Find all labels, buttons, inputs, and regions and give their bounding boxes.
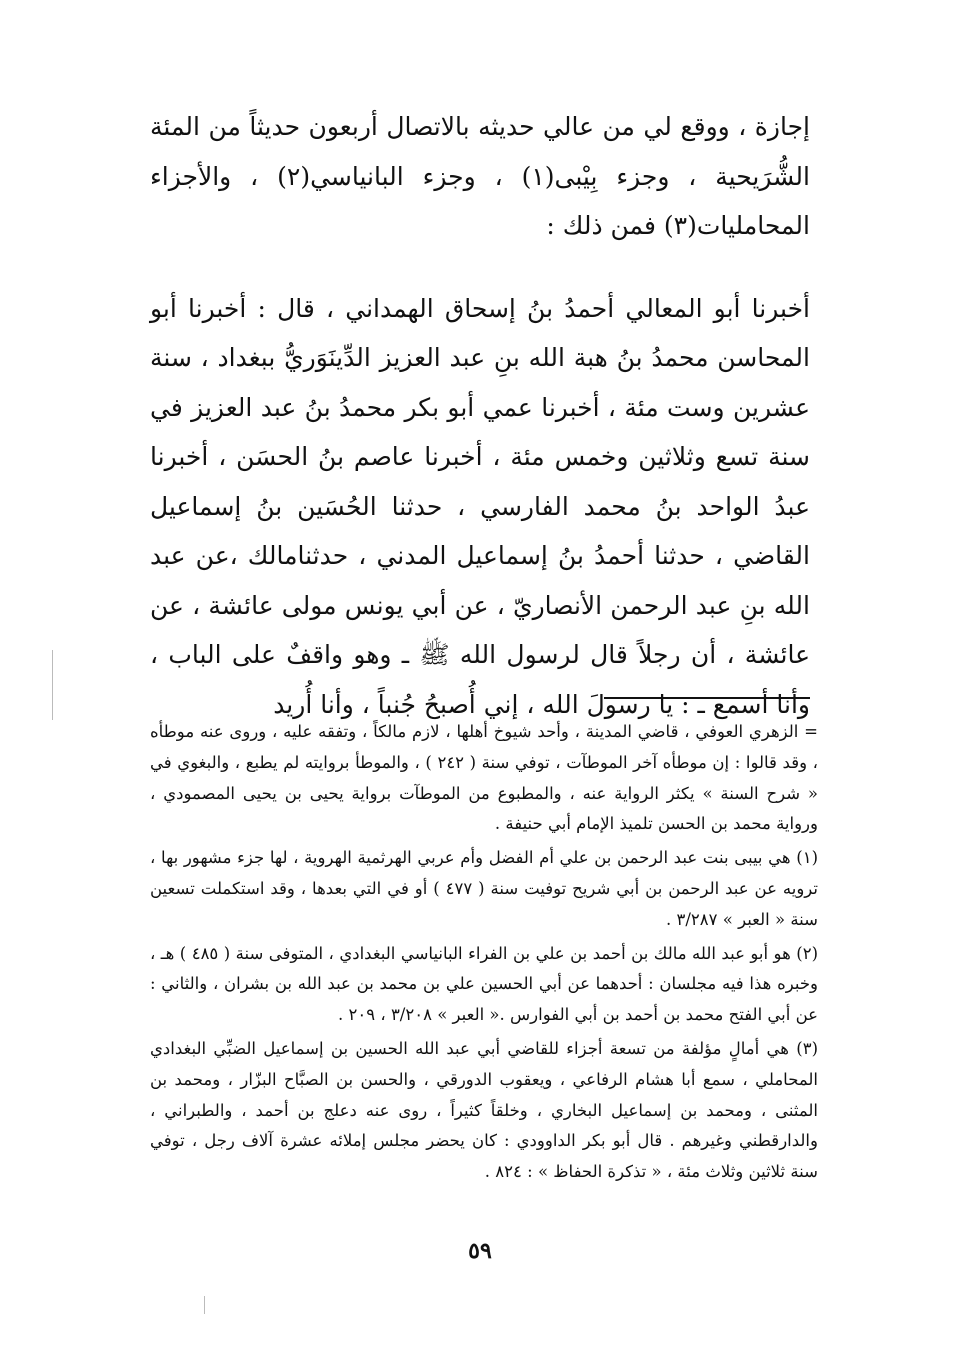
intro-paragraph: إجازة ، ووقع لي من عالي حديثه بالاتصال أربعون حديثاً من المئة الشُّرَيحية ، وجزء بِيْبى(١) ، وجزء البانياسي(٢) ، والأجزاء المحامليات(٣) فمن ذلك :	[150, 112, 810, 240]
footnote-continued: = الزهري العوفي ، قاضي المدينة ، وأحد شيوخ أهلها ، لازم مالكاً ، وتفقه عليه ، وروى عنه موطأه ، وقد قالوا : إن موطأه آخر الموطآت ، توفي سنة ( ٢٤٢ ) ، والموطأ بروايته لم يطبع ، والبغوي في « شرح السنة » يكثر الرواية عنه ، والمطبوع من الموطآت برواية يحيى بن يحيى المصمودي ، ورواية محمد بن الحسن تلميذ الإمام أبي حنيفة .	[150, 722, 818, 834]
scan-artifact-line	[52, 650, 53, 720]
footnote-2: (٢) هو أبو عبد الله مالك بن أحمد بن علي بن الفراء البانياسي البغدادي ، المتوفى سنة ( ٤٨٥ ) هـ ، وخبره هذا فيه مجلسان : أحدهما عن أبي الحسين علي بن محمد بن عبد الله بن بشران ، والثاني : عن أبي الفتح محمد بن أحمد بن أبي الفوارس .« العبر » ٣/٢٠٨ ، ٢٠٩ .	[150, 943, 818, 1025]
footnote-1: (١) هي بيبى بنت عبد الرحمن بن علي أم الفضل وأم عربي الهرثمية الهروية ، لها جزء مشهور بها ، ترويه عن عبد الرحمن بن أبي شريح توفيت سنة ( ٤٧٧ ) أو في التي بعدها ، وقد استكملت تسعين سنة « العبر » ٣/٢٨٧ .	[150, 848, 818, 929]
page-number: ٥٩	[468, 1238, 492, 1264]
main-text	[150, 102, 810, 729]
footnote-separator	[604, 697, 810, 699]
isnad-paragraph: أخبرنا أبو المعالي أحمدُ بنُ إسحاق الهمداني ، قال : أخبرنا أبو المحاسن محمدُ بنُ هبة الله بنِ عبد العزيز الدِّينَوَريُّ ببغداد ، سنة عشرين وست مئة ، أخبرنا عمي أبو بكر محمدُ بنُ عبد العزيز في سنة تسع وثلاثين وخمس مئة ، أخبرنا عاصم بنُ الحسَن ، أخبرنا عبدُ الواحد بنُ محمد الفارسي ، حدثنا الحُسَين بنُ إسماعيل القاضي ، حدثنا أحمدُ بنُ إسماعيل المدني ، حدثنامالك ،عن عبد الله بنِ عبد الرحمن الأنصاريّ ، عن أبي يونس مولى عائشة ، عن عائشة ، أن رجلاً قال لرسول الله ﷺ ـ وهو واقفٌ على الباب ، وأنا أسمع ـ : يا رسولَ الله ، إني أُصبحُ جُنباً ، وأنا أُريد	[150, 293, 810, 719]
footnote-3: (٣) هي أمالٍ مؤلفة من تسعة أجزاء للقاضي أبي عبد الله الحسين بن إسماعيل الضبِّي البغدادي المحاملي ، سمع أبا هشام الرفاعي ، ويعقوب الدورقي ، والحسن بن الصبَّاح البزّار ، ومحمد بن المثنى ، ومحمد بن إسماعيل البخاري ، وخلقاً كثيراً ، روى عنه دعلج بن أحمد ، والطبراني ، والدارقطني وغيرهم . قال أبو بكر الداوودي : كان يحضر مجلس إملائه عشرة آلاف رجل ، توفي سنة ثلاثين وثلاث مئة ، « تذكرة الحفاظ » : ٨٢٤ .	[150, 1038, 818, 1182]
scan-artifact-line	[204, 1296, 205, 1314]
footnotes	[150, 717, 818, 1188]
